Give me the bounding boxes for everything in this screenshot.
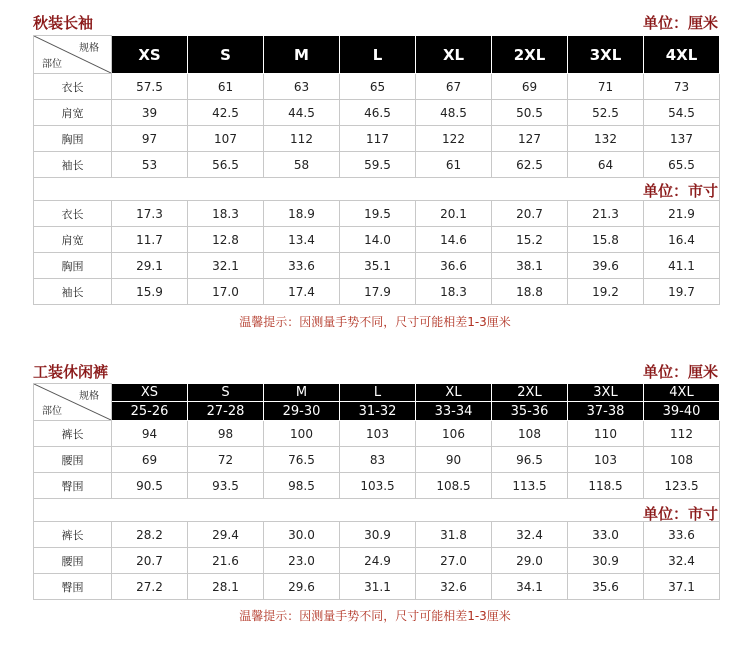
size-header: XL <box>416 384 492 402</box>
row-label: 衣长 <box>34 74 112 100</box>
measurement-cell: 29.1 <box>112 253 188 279</box>
measurement-cell: 13.4 <box>264 227 340 253</box>
waist-size-header: 29-30 <box>264 402 340 421</box>
measurement-cell: 113.5 <box>492 473 568 499</box>
measurement-cell: 31.8 <box>416 522 492 548</box>
measurement-cell: 14.6 <box>416 227 492 253</box>
measurement-cell: 117 <box>340 126 416 152</box>
measurement-cell: 35.6 <box>568 574 644 600</box>
measurement-cell: 132 <box>568 126 644 152</box>
measurement-cell: 34.1 <box>492 574 568 600</box>
measurement-cell: 83 <box>340 447 416 473</box>
measurement-cell: 97 <box>112 126 188 152</box>
measurement-cell: 52.5 <box>568 100 644 126</box>
measurement-cell: 57.5 <box>112 74 188 100</box>
measurement-cell: 103 <box>568 447 644 473</box>
measurement-cell: 18.3 <box>416 279 492 305</box>
measurement-cell: 107 <box>188 126 264 152</box>
size-header: 3XL <box>568 36 644 74</box>
row-label: 腰围 <box>34 548 112 574</box>
measurement-cell: 96.5 <box>492 447 568 473</box>
measurement-cell: 50.5 <box>492 100 568 126</box>
row-label: 裤长 <box>34 421 112 447</box>
measurement-cell: 33.0 <box>568 522 644 548</box>
measurement-cell: 15.9 <box>112 279 188 305</box>
size-header: S <box>188 384 264 402</box>
measurement-cell: 56.5 <box>188 152 264 178</box>
measurement-cell: 20.7 <box>112 548 188 574</box>
unit-label-cun: 单位：市寸 <box>642 182 718 200</box>
measurement-cell: 29.6 <box>264 574 340 600</box>
measurement-cell: 76.5 <box>264 447 340 473</box>
row-label: 臀围 <box>34 473 112 499</box>
measurement-cell: 108 <box>492 421 568 447</box>
measurement-cell: 39.6 <box>568 253 644 279</box>
size-header: XS <box>112 384 188 402</box>
measurement-cell: 103 <box>340 421 416 447</box>
size-header: 2XL <box>492 384 568 402</box>
table-row <box>34 279 720 305</box>
measurement-cell: 62.5 <box>492 152 568 178</box>
measurement-cell: 36.6 <box>416 253 492 279</box>
measurement-cell: 29.0 <box>492 548 568 574</box>
measurement-cell: 28.1 <box>188 574 264 600</box>
corner-part-label: 部位 <box>42 406 62 417</box>
measurement-cell: 18.3 <box>188 201 264 227</box>
measurement-cell: 38.1 <box>492 253 568 279</box>
measurement-cell: 112 <box>644 421 720 447</box>
measurement-cell: 15.8 <box>568 227 644 253</box>
row-label: 臀围 <box>34 574 112 600</box>
measurement-cell: 53 <box>112 152 188 178</box>
table-row <box>34 548 720 574</box>
measurement-cell: 17.3 <box>112 201 188 227</box>
measurement-cell: 59.5 <box>340 152 416 178</box>
waist-size-header: 31-32 <box>340 402 416 421</box>
measurement-cell: 19.7 <box>644 279 720 305</box>
section-title: 秋装长袖 <box>33 14 94 32</box>
table-row <box>34 100 720 126</box>
waist-size-header: 25-26 <box>112 402 188 421</box>
size-table-bottom <box>33 383 720 600</box>
measurement-cell: 21.9 <box>644 201 720 227</box>
measurement-cell: 122 <box>416 126 492 152</box>
unit-label-cun: 单位：市寸 <box>642 505 718 523</box>
waist-size-header: 33-34 <box>416 402 492 421</box>
measurement-cell: 30.0 <box>264 522 340 548</box>
corner-spec-label: 规格 <box>79 43 99 54</box>
measurement-cell: 48.5 <box>416 100 492 126</box>
measurement-cell: 11.7 <box>112 227 188 253</box>
measurement-cell: 65.5 <box>644 152 720 178</box>
measurement-cell: 35.1 <box>340 253 416 279</box>
measurement-cell: 58 <box>264 152 340 178</box>
size-header: XS <box>112 36 188 74</box>
table-row <box>34 473 720 499</box>
table-row <box>34 74 720 100</box>
measurement-cell: 46.5 <box>340 100 416 126</box>
measurement-cell: 31.1 <box>340 574 416 600</box>
measurement-cell: 23.0 <box>264 548 340 574</box>
measurement-cell: 30.9 <box>568 548 644 574</box>
measurement-cell: 118.5 <box>568 473 644 499</box>
row-label: 袖长 <box>34 279 112 305</box>
size-header: L <box>340 36 416 74</box>
size-header: 3XL <box>568 384 644 402</box>
unit-label-cm: 单位：厘米 <box>642 14 718 32</box>
measurement-cell: 39 <box>112 100 188 126</box>
measurement-cell: 69 <box>492 74 568 100</box>
measurement-cell: 93.5 <box>188 473 264 499</box>
measurement-cell: 100 <box>264 421 340 447</box>
table-row <box>34 574 720 600</box>
waist-size-header: 39-40 <box>644 402 720 421</box>
row-label: 胸围 <box>34 126 112 152</box>
measurement-cell: 65 <box>340 74 416 100</box>
table-row <box>34 201 720 227</box>
measurement-cell: 67 <box>416 74 492 100</box>
measurement-cell: 61 <box>416 152 492 178</box>
table-row <box>34 126 720 152</box>
measurement-cell: 20.7 <box>492 201 568 227</box>
size-table-top <box>33 35 720 305</box>
corner-spec-label: 规格 <box>79 391 99 402</box>
measurement-cell: 21.6 <box>188 548 264 574</box>
measurement-cell: 137 <box>644 126 720 152</box>
size-header: M <box>264 36 340 74</box>
measurement-cell: 32.4 <box>492 522 568 548</box>
size-header: 4XL <box>644 384 720 402</box>
row-label: 胸围 <box>34 253 112 279</box>
measurement-cell: 71 <box>568 74 644 100</box>
measurement-cell: 69 <box>112 447 188 473</box>
measurement-cell: 98.5 <box>264 473 340 499</box>
measurement-note: 温馨提示：因测量手势不同，尺寸可能相差1-3厘米 <box>239 609 511 623</box>
measurement-cell: 33.6 <box>264 253 340 279</box>
corner-cell <box>34 384 112 421</box>
measurement-cell: 127 <box>492 126 568 152</box>
measurement-cell: 27.0 <box>416 548 492 574</box>
measurement-cell: 30.9 <box>340 522 416 548</box>
measurement-cell: 16.4 <box>644 227 720 253</box>
measurement-cell: 27.2 <box>112 574 188 600</box>
size-header: M <box>264 384 340 402</box>
measurement-cell: 24.9 <box>340 548 416 574</box>
table-row <box>34 447 720 473</box>
measurement-cell: 17.9 <box>340 279 416 305</box>
corner-cell <box>34 36 112 74</box>
measurement-cell: 14.0 <box>340 227 416 253</box>
measurement-cell: 54.5 <box>644 100 720 126</box>
measurement-cell: 17.4 <box>264 279 340 305</box>
waist-size-header: 37-38 <box>568 402 644 421</box>
size-header: L <box>340 384 416 402</box>
measurement-cell: 123.5 <box>644 473 720 499</box>
measurement-cell: 18.8 <box>492 279 568 305</box>
measurement-cell: 17.0 <box>188 279 264 305</box>
size-header: XL <box>416 36 492 74</box>
measurement-cell: 32.6 <box>416 574 492 600</box>
measurement-cell: 64 <box>568 152 644 178</box>
measurement-cell: 73 <box>644 74 720 100</box>
measurement-cell: 15.2 <box>492 227 568 253</box>
corner-part-label: 部位 <box>42 59 62 70</box>
measurement-cell: 108.5 <box>416 473 492 499</box>
unit-label-cm: 单位：厘米 <box>642 363 718 381</box>
table-row <box>34 227 720 253</box>
measurement-cell: 90.5 <box>112 473 188 499</box>
waist-size-header: 27-28 <box>188 402 264 421</box>
measurement-cell: 37.1 <box>644 574 720 600</box>
measurement-cell: 63 <box>264 74 340 100</box>
measurement-cell: 20.1 <box>416 201 492 227</box>
measurement-note: 温馨提示：因测量手势不同，尺寸可能相差1-3厘米 <box>239 315 511 329</box>
table-row <box>34 253 720 279</box>
waist-size-header: 35-36 <box>492 402 568 421</box>
measurement-cell: 72 <box>188 447 264 473</box>
measurement-cell: 103.5 <box>340 473 416 499</box>
measurement-cell: 12.8 <box>188 227 264 253</box>
measurement-cell: 110 <box>568 421 644 447</box>
measurement-cell: 108 <box>644 447 720 473</box>
size-header: 4XL <box>644 36 720 74</box>
measurement-cell: 32.1 <box>188 253 264 279</box>
row-label: 衣长 <box>34 201 112 227</box>
measurement-cell: 112 <box>264 126 340 152</box>
measurement-cell: 41.1 <box>644 253 720 279</box>
measurement-cell: 94 <box>112 421 188 447</box>
size-header: S <box>188 36 264 74</box>
measurement-cell: 32.4 <box>644 548 720 574</box>
row-label: 袖长 <box>34 152 112 178</box>
measurement-cell: 61 <box>188 74 264 100</box>
table-row <box>34 421 720 447</box>
measurement-cell: 21.3 <box>568 201 644 227</box>
row-label: 裤长 <box>34 522 112 548</box>
row-label: 肩宽 <box>34 100 112 126</box>
measurement-cell: 98 <box>188 421 264 447</box>
measurement-cell: 42.5 <box>188 100 264 126</box>
measurement-cell: 28.2 <box>112 522 188 548</box>
section-title: 工装休闲裤 <box>33 363 109 381</box>
row-label: 腰围 <box>34 447 112 473</box>
size-header: 2XL <box>492 36 568 74</box>
measurement-cell: 33.6 <box>644 522 720 548</box>
measurement-cell: 18.9 <box>264 201 340 227</box>
table-row <box>34 152 720 178</box>
measurement-cell: 19.5 <box>340 201 416 227</box>
measurement-cell: 90 <box>416 447 492 473</box>
row-label: 肩宽 <box>34 227 112 253</box>
measurement-cell: 106 <box>416 421 492 447</box>
table-row <box>34 522 720 548</box>
measurement-cell: 44.5 <box>264 100 340 126</box>
measurement-cell: 29.4 <box>188 522 264 548</box>
measurement-cell: 19.2 <box>568 279 644 305</box>
